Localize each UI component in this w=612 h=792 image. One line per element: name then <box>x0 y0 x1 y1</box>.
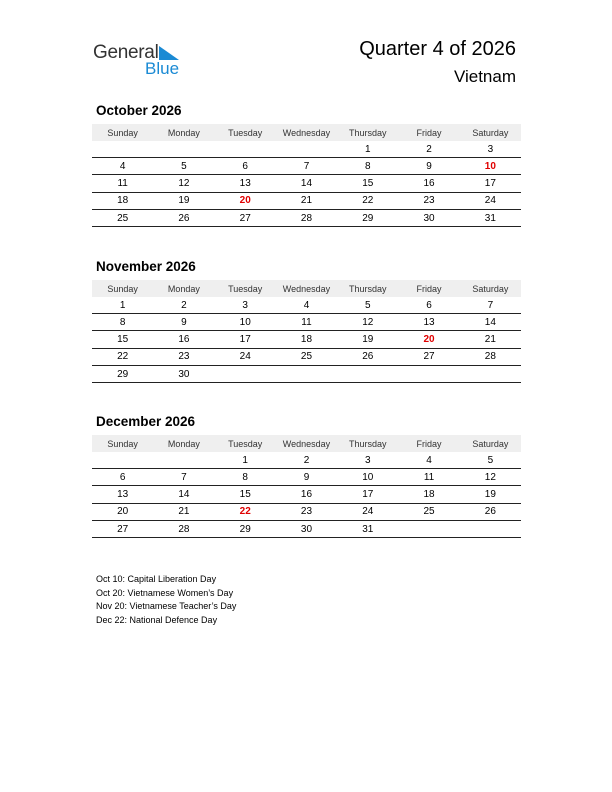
month-title: November 2026 <box>96 259 196 274</box>
week-row <box>92 141 521 158</box>
holiday-note: Oct 10: Capital Liberation Day <box>96 574 217 584</box>
day-cell: 9 <box>276 469 337 486</box>
weekday-header: Tuesday <box>215 280 276 297</box>
week-row <box>92 192 521 209</box>
week-row <box>92 452 521 469</box>
day-cell: 12 <box>153 175 214 192</box>
day-cell: 11 <box>398 469 459 486</box>
week-row <box>92 175 521 192</box>
day-cell: 2 <box>398 141 459 158</box>
holiday-day-cell: 20 <box>215 192 276 209</box>
day-cell <box>398 365 459 382</box>
weekday-header: Saturday <box>460 280 521 297</box>
day-cell: 8 <box>92 314 153 331</box>
day-cell: 28 <box>153 520 214 537</box>
day-cell: 18 <box>276 331 337 348</box>
day-cell: 21 <box>276 192 337 209</box>
week-row <box>92 520 521 537</box>
day-cell <box>215 141 276 158</box>
day-cell: 28 <box>276 209 337 226</box>
day-cell: 14 <box>276 175 337 192</box>
week-row <box>92 331 521 348</box>
day-cell: 29 <box>215 520 276 537</box>
day-cell: 3 <box>460 141 521 158</box>
day-cell: 6 <box>92 469 153 486</box>
weekday-header: Saturday <box>460 124 521 141</box>
day-cell: 27 <box>398 348 459 365</box>
month-title: December 2026 <box>96 414 196 429</box>
weekday-header: Thursday <box>337 124 398 141</box>
country-label: Vietnam <box>453 67 516 86</box>
weekday-header: Wednesday <box>276 280 337 297</box>
week-row <box>92 469 521 486</box>
weekday-header: Friday <box>398 280 459 297</box>
month-november <box>92 258 521 383</box>
week-row <box>92 503 521 520</box>
day-cell: 18 <box>398 486 459 503</box>
holiday-notes <box>96 573 236 627</box>
holiday-day-cell: 10 <box>460 158 521 175</box>
weekday-header: Wednesday <box>276 124 337 141</box>
weekday-header: Saturday <box>460 435 521 452</box>
day-cell: 31 <box>460 209 521 226</box>
day-cell: 7 <box>153 469 214 486</box>
day-cell: 25 <box>398 503 459 520</box>
day-cell: 5 <box>153 158 214 175</box>
logo-general-text: General <box>93 42 159 63</box>
month-december <box>92 413 521 538</box>
calendar-table <box>92 280 521 383</box>
day-cell: 7 <box>460 297 521 314</box>
holiday-note: Dec 22: National Defence Day <box>96 614 218 625</box>
day-cell: 22 <box>92 348 153 365</box>
day-cell: 13 <box>398 314 459 331</box>
day-cell <box>153 141 214 158</box>
day-cell: 19 <box>153 192 214 209</box>
day-cell: 30 <box>276 520 337 537</box>
day-cell: 6 <box>398 297 459 314</box>
day-cell: 19 <box>460 486 521 503</box>
weekday-header: Monday <box>153 280 214 297</box>
day-cell <box>398 520 459 537</box>
day-cell: 6 <box>215 158 276 175</box>
day-cell: 26 <box>337 348 398 365</box>
day-cell: 14 <box>153 486 214 503</box>
weekday-header: Thursday <box>337 435 398 452</box>
day-cell: 21 <box>153 503 214 520</box>
week-row <box>92 297 521 314</box>
day-cell <box>337 365 398 382</box>
month-title: October 2026 <box>96 103 182 118</box>
day-cell: 9 <box>153 314 214 331</box>
day-cell <box>153 452 214 469</box>
day-cell: 10 <box>215 314 276 331</box>
day-cell: 8 <box>215 469 276 486</box>
day-cell: 23 <box>276 503 337 520</box>
day-cell: 15 <box>215 486 276 503</box>
day-cell: 8 <box>337 158 398 175</box>
day-cell: 19 <box>337 331 398 348</box>
day-cell: 26 <box>460 503 521 520</box>
day-cell: 28 <box>460 348 521 365</box>
day-cell: 11 <box>92 175 153 192</box>
holiday-day-cell: 22 <box>215 503 276 520</box>
weekday-header: Sunday <box>92 124 153 141</box>
day-cell: 26 <box>153 209 214 226</box>
day-cell: 9 <box>398 158 459 175</box>
day-cell: 30 <box>153 365 214 382</box>
day-cell: 1 <box>337 141 398 158</box>
day-cell: 17 <box>215 331 276 348</box>
day-cell: 4 <box>398 452 459 469</box>
week-row <box>92 314 521 331</box>
weekday-header: Tuesday <box>215 435 276 452</box>
day-cell <box>276 141 337 158</box>
day-cell: 21 <box>460 331 521 348</box>
day-cell: 13 <box>215 175 276 192</box>
day-cell: 30 <box>398 209 459 226</box>
day-cell: 29 <box>92 365 153 382</box>
day-cell: 11 <box>276 314 337 331</box>
day-cell: 4 <box>92 158 153 175</box>
day-cell: 24 <box>337 503 398 520</box>
week-row <box>92 365 521 382</box>
weekday-header: Monday <box>153 124 214 141</box>
weekday-header: Wednesday <box>276 435 337 452</box>
day-cell: 12 <box>337 314 398 331</box>
day-cell: 29 <box>337 209 398 226</box>
day-cell: 1 <box>92 297 153 314</box>
month-october <box>92 102 521 227</box>
day-cell: 23 <box>398 192 459 209</box>
holiday-note: Oct 20: Vietnamese Women’s Day <box>96 587 234 598</box>
day-cell: 10 <box>337 469 398 486</box>
day-cell <box>92 452 153 469</box>
holiday-note: Nov 20: Vietnamese Teacher’s Day <box>96 601 237 611</box>
day-cell: 15 <box>337 175 398 192</box>
day-cell: 5 <box>460 452 521 469</box>
day-cell: 3 <box>337 452 398 469</box>
day-cell: 17 <box>337 486 398 503</box>
day-cell: 16 <box>276 486 337 503</box>
page-title: Quarter 4 of 2026 <box>359 38 516 60</box>
day-cell: 17 <box>460 175 521 192</box>
week-row <box>92 486 521 503</box>
day-cell: 5 <box>337 297 398 314</box>
holiday-day-cell: 20 <box>398 331 459 348</box>
day-cell: 2 <box>276 452 337 469</box>
calendar-table <box>92 435 521 538</box>
day-cell: 1 <box>215 452 276 469</box>
day-cell <box>92 141 153 158</box>
weekday-header: Thursday <box>337 280 398 297</box>
weekday-header: Sunday <box>92 435 153 452</box>
day-cell: 25 <box>92 209 153 226</box>
generalblue-logo <box>93 40 193 80</box>
day-cell: 7 <box>276 158 337 175</box>
day-cell: 20 <box>92 503 153 520</box>
day-cell: 31 <box>337 520 398 537</box>
week-row <box>92 209 521 226</box>
weekday-header: Friday <box>398 124 459 141</box>
day-cell: 4 <box>276 297 337 314</box>
day-cell <box>460 520 521 537</box>
week-row <box>92 158 521 175</box>
day-cell: 2 <box>153 297 214 314</box>
weekday-header: Sunday <box>92 280 153 297</box>
day-cell <box>460 365 521 382</box>
day-cell: 16 <box>153 331 214 348</box>
day-cell: 22 <box>337 192 398 209</box>
day-cell: 25 <box>276 348 337 365</box>
calendar-table <box>92 124 521 227</box>
day-cell: 27 <box>92 520 153 537</box>
week-row <box>92 348 521 365</box>
day-cell: 23 <box>153 348 214 365</box>
weekday-header: Tuesday <box>215 124 276 141</box>
weekday-header: Monday <box>153 435 214 452</box>
day-cell: 14 <box>460 314 521 331</box>
day-cell: 18 <box>92 192 153 209</box>
day-cell: 15 <box>92 331 153 348</box>
day-cell: 3 <box>215 297 276 314</box>
day-cell: 27 <box>215 209 276 226</box>
day-cell: 12 <box>460 469 521 486</box>
day-cell <box>276 365 337 382</box>
day-cell: 24 <box>215 348 276 365</box>
day-cell: 24 <box>460 192 521 209</box>
day-cell: 16 <box>398 175 459 192</box>
day-cell: 13 <box>92 486 153 503</box>
logo-blue-text: Blue <box>145 59 180 78</box>
day-cell <box>215 365 276 382</box>
weekday-header: Friday <box>398 435 459 452</box>
